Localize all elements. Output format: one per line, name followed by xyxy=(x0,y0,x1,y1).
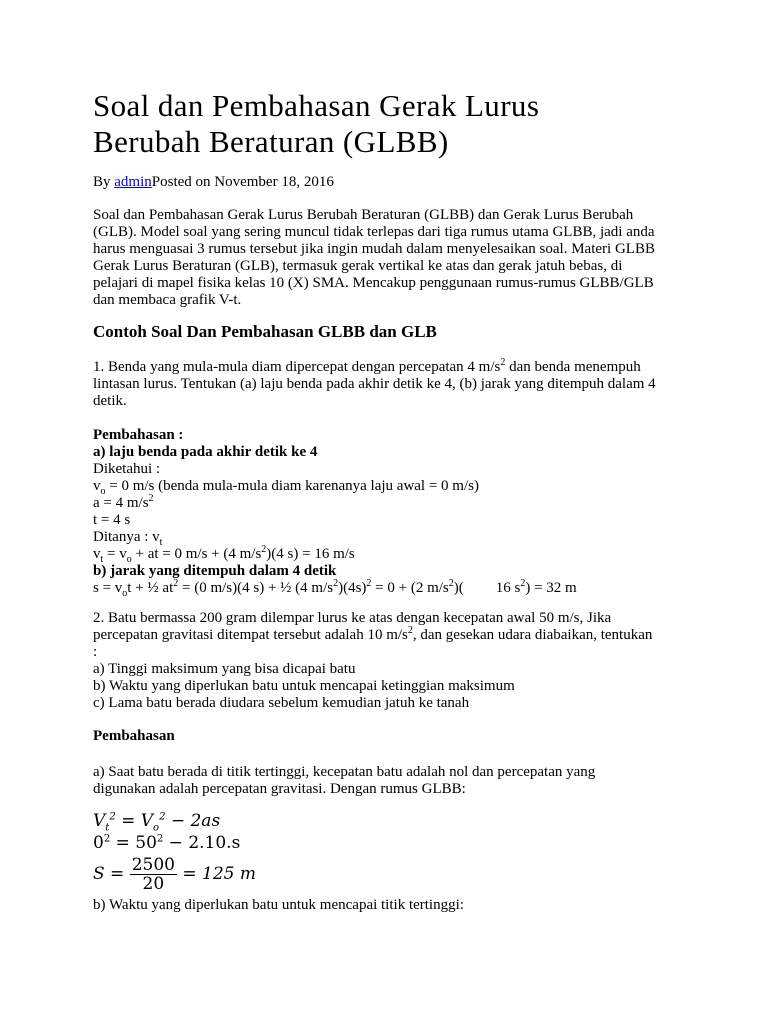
q2-sup: 2 xyxy=(407,625,413,636)
section-heading-container xyxy=(93,322,693,342)
solution-1 xyxy=(93,427,693,597)
section-heading: Contoh Soal Dan Pembahasan GLBB dan GLB xyxy=(93,322,437,341)
vt-sub: o xyxy=(126,554,132,565)
sol2-text: b) Waktu yang diperlukan batu untuk mencapai titik tertinggi: xyxy=(93,897,464,913)
a-sup: 2 xyxy=(148,493,154,504)
q1-text: detik. xyxy=(93,393,127,409)
eq-text: = 50 xyxy=(110,833,157,853)
eq-text: − 2.10.s xyxy=(163,833,241,853)
solution-2-a-text xyxy=(93,764,693,798)
vt-text: + at = 0 m/s + (4 m/s xyxy=(131,546,262,562)
glbb-equations xyxy=(93,810,693,893)
eq-sup: 2 xyxy=(156,833,164,845)
eq-text: − 2as xyxy=(165,811,221,831)
s-sub: o xyxy=(122,588,128,599)
intro-line: Gerak Lurus Beraturan (GLB), termasuk gerak vertikal ke atas dan gerak jatuh bebas, di xyxy=(93,258,623,274)
s-text: s = v xyxy=(93,580,123,596)
s-text: ) = 32 m xyxy=(525,580,577,596)
q2-text: : xyxy=(93,644,98,660)
s-text: t + ½ at xyxy=(127,580,174,596)
article-title xyxy=(93,88,713,160)
q1-text: lintasan lurus. Tentukan (a) laju benda pada akhir detik ke 4, (b) jarak yang ditempuh dalam 4 xyxy=(93,376,656,392)
solution-2-heading-container xyxy=(93,728,693,745)
eq-text: 0 xyxy=(93,833,104,853)
given-a xyxy=(93,495,693,512)
article-title-line-2: Berubah Beraturan (GLBB) xyxy=(93,124,449,159)
vt-equation xyxy=(93,546,693,563)
s-text: 16 s xyxy=(495,580,521,596)
byline xyxy=(93,174,693,191)
s-sup: 2 xyxy=(366,578,372,589)
question-1 xyxy=(93,359,693,410)
equation-3 xyxy=(93,856,693,893)
q1-text: dan benda menempuh xyxy=(505,359,641,375)
s-text: )(4s) xyxy=(338,580,367,596)
eq-sup: 2 xyxy=(109,811,116,823)
given-v0 xyxy=(93,478,693,495)
equation-2 xyxy=(93,832,693,854)
s-sup: 2 xyxy=(448,578,454,589)
vt-sup: 2 xyxy=(261,544,267,555)
eq-sup: 2 xyxy=(103,833,111,845)
s-equation xyxy=(93,580,693,597)
q2-option-c: c) Lama batu berada diudara sebelum kemudian jatuh ke tanah xyxy=(93,695,470,711)
solution-2-b-text xyxy=(93,897,693,914)
ditanya xyxy=(93,529,693,546)
s-sup: 2 xyxy=(333,578,339,589)
ditanya-sub: t xyxy=(159,537,163,548)
intro-line: dan membaca grafik V-t. xyxy=(93,292,242,308)
s-sup: 2 xyxy=(520,578,526,589)
s-text: )( xyxy=(453,580,464,596)
vt-text: v xyxy=(93,546,101,562)
vt-sub: t xyxy=(100,554,104,565)
solution-2-heading: Pembahasan xyxy=(93,728,175,744)
s-text: = 0 + (2 m/s xyxy=(371,580,449,596)
solution-1-heading: Pembahasan : xyxy=(93,427,184,443)
eq-sub: o xyxy=(153,822,160,834)
ditanya-text: Ditanya : v xyxy=(93,529,160,545)
eq-text: = V xyxy=(115,811,154,831)
q2-option-a: a) Tinggi maksimum yang bisa dicapai batu xyxy=(93,661,356,677)
solution-1-part-b: b) jarak yang ditempuh dalam 4 detik xyxy=(93,563,337,579)
post-date: Posted on November 18, 2016 xyxy=(151,174,334,190)
v0-sub: o xyxy=(100,486,106,497)
q2-text: , dan gesekan udara diabaikan, tentukan xyxy=(412,627,653,643)
s-text: = (0 m/s)(4 s) + ½ (4 m/s xyxy=(178,580,334,596)
given-t: t = 4 s xyxy=(93,512,131,528)
a-text: a = 4 m/s xyxy=(93,495,149,511)
vt-text: )(4 s) = 16 m/s xyxy=(266,546,355,562)
intro-paragraph xyxy=(93,207,693,309)
q2-text-line-2 xyxy=(93,627,693,644)
fraction-denominator: 20 xyxy=(142,874,165,894)
fraction xyxy=(130,856,177,893)
q1-sup: 2 xyxy=(500,357,506,368)
q2-text: 2. Batu bermassa 200 gram dilempar lurus ke atas dengan kecepatan awal 50 m/s, Jika xyxy=(93,610,612,626)
v0-text: = 0 m/s (benda mula-mula diam karenanya laju awal = 0 m/s) xyxy=(105,478,479,494)
fraction-numerator: 2500 xyxy=(131,855,175,875)
s-sup: 2 xyxy=(173,578,179,589)
sol2-text: digunakan adalah percepatan gravitasi. Dengan rumus GLBB: xyxy=(93,781,466,797)
q2-text: percepatan gravitasi ditempat tersebut adalah 10 m/s xyxy=(93,627,408,643)
sol2-text: a) Saat batu berada di titik tertinggi, kecepatan batu adalah nol dan percepatan yang xyxy=(93,764,596,780)
vt-text: = v xyxy=(103,546,127,562)
q1-text: 1. Benda yang mula-mula diam dipercepat dengan percepatan 4 m/s xyxy=(93,359,501,375)
eq-sub: t xyxy=(105,822,110,834)
intro-line: Soal dan Pembahasan Gerak Lurus Berubah Beraturan (GLBB) dan Gerak Lurus Berubah xyxy=(93,207,634,223)
intro-line: pelajari di mapel fisika kelas 10 (X) SMA. Mencakup penggunaan rumus-rumus GLBB/GLB xyxy=(93,275,654,291)
v0-text: v xyxy=(93,478,101,494)
byline-prefix: By xyxy=(93,174,115,190)
intro-line: (GLB). Model soal yang sering muncul tidak terlepas dari tiga rumus utama GLBB, jadi anda xyxy=(93,224,655,240)
eq-text: V xyxy=(93,811,106,831)
eq-text: = 125 m xyxy=(176,864,256,884)
solution-1-part-a: a) laju benda pada akhir detik ke 4 xyxy=(93,444,318,460)
diketahui-label: Diketahui : xyxy=(93,461,161,477)
q2-option-b: b) Waktu yang diperlukan batu untuk mencapai ketinggian maksimum xyxy=(93,678,515,694)
author-link[interactable]: admin xyxy=(114,174,152,190)
eq-sup: 2 xyxy=(159,811,166,823)
article-title-line-1: Soal dan Pembahasan Gerak Lurus xyxy=(93,88,540,123)
intro-line: harus menguasai 3 rumus tersebut jika ingin mudah dalam menyelesaikan soal. Materi GLBB xyxy=(93,241,655,257)
question-2 xyxy=(93,610,693,712)
equation-1 xyxy=(93,810,693,832)
eq-text: S = xyxy=(93,864,130,884)
